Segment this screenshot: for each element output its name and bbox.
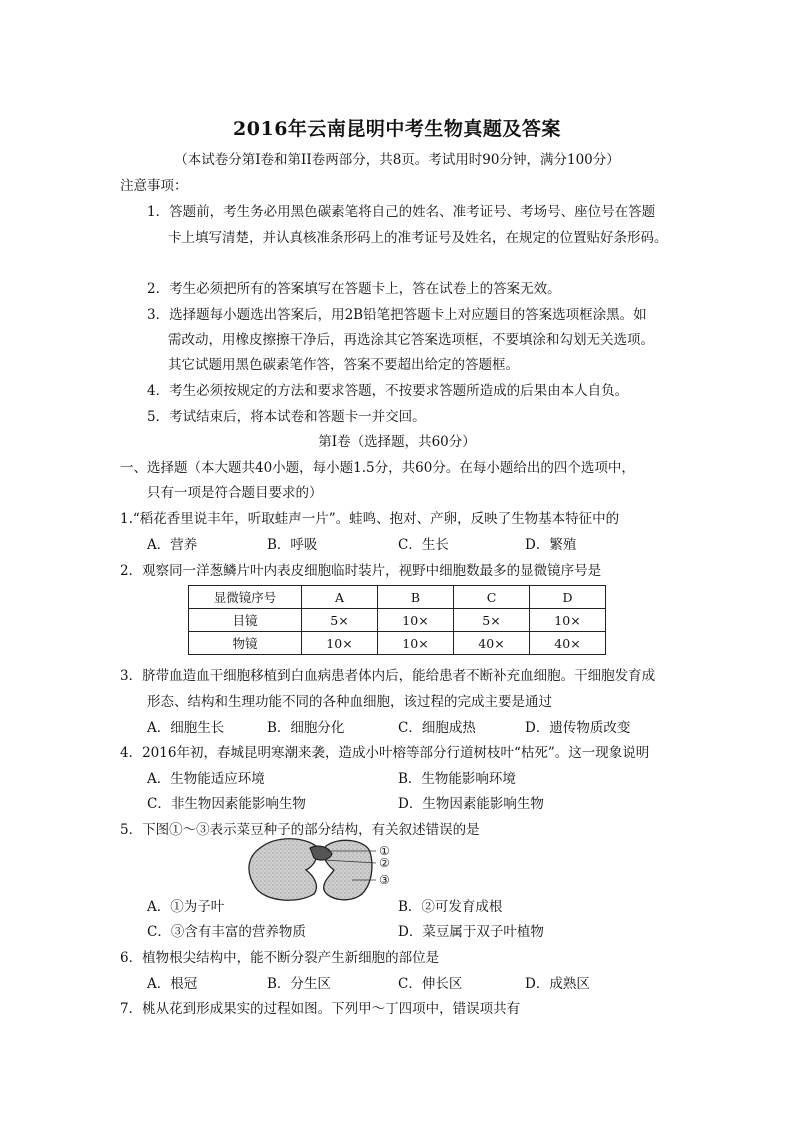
question-7-stem: 7．桃从花到形成果实的过程如图。下列甲～丁四项中，错误项共有: [120, 1001, 521, 1017]
q1-option-b: B．呼吸: [267, 537, 318, 553]
q6-option-c: C．伸长区: [398, 976, 463, 992]
notice-heading: 注意事项：: [120, 178, 188, 194]
q3-option-d: D．遗传物质改变: [525, 720, 631, 736]
q1-option-c: C．生长: [398, 537, 449, 553]
table-cell: 10×: [302, 632, 378, 655]
notice-item: 其它试题用黑色碳素笔作答，答案不要超出给定的答题框。: [168, 357, 519, 373]
table-cell: 5×: [302, 609, 378, 632]
table-cell: 10×: [378, 609, 454, 632]
q6-option-a: A．根冠: [147, 976, 198, 992]
q3-option-a: A．细胞生长: [147, 720, 225, 736]
table-cell: 40×: [530, 632, 606, 655]
notice-item: 2．考生必须把所有的答案填写在答题卡上，答在试卷上的答案无效。: [147, 281, 561, 297]
notice-item: 卡上填写清楚，并认真核准条形码上的准考证号及姓名，在规定的位置贴好条形码。: [168, 230, 668, 246]
question-2-stem: 2．观察同一洋葱鳞片叶内表皮细胞临时装片，视野中细胞数最多的显微镜序号是: [120, 563, 602, 579]
figure-label: ③: [379, 873, 390, 887]
bean-seed-figure: [248, 836, 408, 902]
page-title: 2016年云南昆明中考生物真题及答案: [233, 118, 561, 140]
section-heading: 一、选择题（本大题共40小题，每小题1.5分，共60分。在每小题给出的四个选项中，: [120, 460, 635, 476]
figure-label: ①: [379, 844, 390, 858]
table-cell: 40×: [454, 632, 530, 655]
table-header: B: [378, 586, 454, 609]
q1-option-d: D．繁殖: [525, 537, 577, 553]
notice-item: 需改动，用橡皮擦擦干净后，再选涂其它答案选项框，不要填涂和勾划无关选项。: [168, 332, 654, 348]
microscope-table: [188, 585, 606, 655]
table-row: [189, 632, 606, 655]
table-header-row: [189, 586, 606, 609]
notice-item: 5．考试结束后，将本试卷和答题卡一并交回。: [147, 409, 426, 425]
q4-option-b: B．生物能影响环境: [398, 771, 516, 787]
q5-option-a: A．①为子叶: [147, 899, 225, 915]
table-row: [189, 609, 606, 632]
cotyledon-right-shape: [324, 840, 372, 899]
q3-option-c: C．细胞成热: [398, 720, 476, 736]
table-cell: 目镜: [189, 609, 302, 632]
question-6-stem: 6．植物根尖结构中，能不断分裂产生新细胞的部位是: [120, 950, 440, 966]
q5-option-d: D．菜豆属于双子叶植物: [398, 924, 544, 940]
table-cell: 10×: [530, 609, 606, 632]
table-cell: 10×: [378, 632, 454, 655]
table-header: A: [302, 586, 378, 609]
cotyledon-left-shape: [249, 839, 317, 901]
question-1-stem: 1.“稻花香里说丰年，听取蛙声一片”。蛙鸣、抱对、产卵，反映了生物基本特征中的: [120, 511, 620, 527]
q5-option-c: C．③含有丰富的营养物质: [147, 924, 306, 940]
q5-option-b: B．②可发育成根: [398, 899, 503, 915]
question-3-stem-cont: 形态、结构和生理功能不同的各种血细胞，该过程的完成主要是通过: [147, 694, 552, 710]
exam-info: （本试卷分第I卷和第II卷两部分，共8页。考试用时90分钟，满分100分）: [174, 152, 620, 168]
table-header: D: [530, 586, 606, 609]
table-header: C: [454, 586, 530, 609]
q4-option-a: A．生物能适应环境: [147, 771, 265, 787]
figure-label: ②: [379, 856, 390, 870]
notice-item: 3．选择题每小题选出答案后，用2B铅笔把答题卡上对应题目的答案选项框涂黑。如: [147, 307, 647, 323]
table-header: 显微镜序号: [189, 586, 302, 609]
q1-option-a: A．营养: [147, 537, 198, 553]
table-cell: 物镜: [189, 632, 302, 655]
question-4-stem: 4．2016年初，春城昆明寒潮来袭，造成小叶榕等部分行道树枝叶“枯死”。这一现象说明: [120, 745, 650, 761]
part1-heading: 第Ⅰ卷（选择题，共60分）: [318, 434, 476, 450]
section-heading-cont: 只有一项是符合题目要求的）: [147, 485, 323, 501]
q4-option-d: D．生物因素能影响生物: [398, 796, 544, 812]
question-3-stem: 3．脐带血造血干细胞移植到白血病患者体内后，能给患者不断补充血细胞。干细胞发育成: [120, 668, 656, 684]
q6-option-b: B．分生区: [267, 976, 331, 992]
q3-option-b: B．细胞分化: [267, 720, 345, 736]
table-cell: 5×: [454, 609, 530, 632]
notice-item: 1．答题前，考生务必用黑色碳素笔将自己的姓名、准考证号、考场号、座位号在答题: [147, 204, 656, 220]
q4-option-c: C．非生物因素能影响生物: [147, 796, 306, 812]
q6-option-d: D．成熟区: [525, 976, 590, 992]
notice-item: 4．考生必须按规定的方法和要求答题，不按要求答题所造成的后果由本人自负。: [147, 383, 629, 399]
question-5-stem: 5．下图①～③表示菜豆种子的部分结构，有关叙述错误的是: [120, 822, 480, 838]
